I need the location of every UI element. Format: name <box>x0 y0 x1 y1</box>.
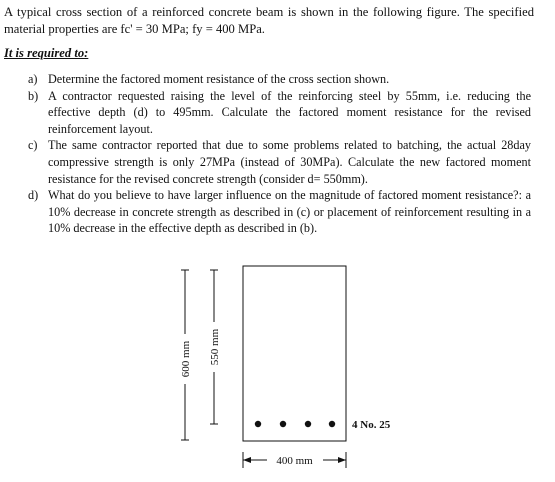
task-text: A contractor requested raising the level of the reinforcing steel by 55mm, i.e. reducing the effective depth (d) to 495mm. Calculate the factored moment resistance for the revised reinforcement layout. <box>48 88 531 136</box>
task-text: What do you believe to have larger influence on the magnitude of factored moment resistance?: a 10% decrease in concrete strength as described in (c) or placement of reinforcement resulting in a 10% decrease in the effective depth as described in (b). <box>48 188 531 236</box>
task-item-b <box>28 88 531 138</box>
task-list <box>28 71 531 237</box>
rebar-dot <box>305 421 311 427</box>
required-heading: It is required to: <box>4 46 89 60</box>
overall-height-label: 600 mm <box>180 340 192 378</box>
width-arrowhead-left <box>243 457 251 463</box>
task-letter: b) <box>28 88 39 103</box>
rebar-dot <box>255 421 261 427</box>
width-arrowhead-right <box>338 457 346 463</box>
rebar-dot <box>329 421 335 427</box>
task-letter: c) <box>28 138 38 153</box>
width-label: 400 mm <box>276 455 313 467</box>
rebar-label: 4 No. 25 <box>352 419 391 431</box>
problem-intro: A typical cross section of a reinforced concrete beam is shown in the following figure. The specified material properties are fc' = 30 MPa; fy = 400 MPa. <box>4 5 534 36</box>
task-item-c <box>28 137 531 187</box>
beam-cross-section-figure <box>160 262 420 477</box>
task-item-d <box>28 187 531 237</box>
task-letter: a) <box>28 72 38 86</box>
rebar-dot <box>280 421 286 427</box>
task-item-a <box>28 71 531 88</box>
task-letter: d) <box>28 188 39 203</box>
effective-depth-label: 550 mm <box>209 328 221 366</box>
task-text: Determine the factored moment resistance of the cross section shown. <box>48 72 390 86</box>
task-text: The same contractor reported that due to some problems related to batching, the actual 28day compressive strength is only 27MPa (instead of 30MPa). Calculate the new factored moment resistance for the revised concrete strength (consider d= 550mm). <box>48 138 531 186</box>
beam-section-outline <box>243 266 346 441</box>
